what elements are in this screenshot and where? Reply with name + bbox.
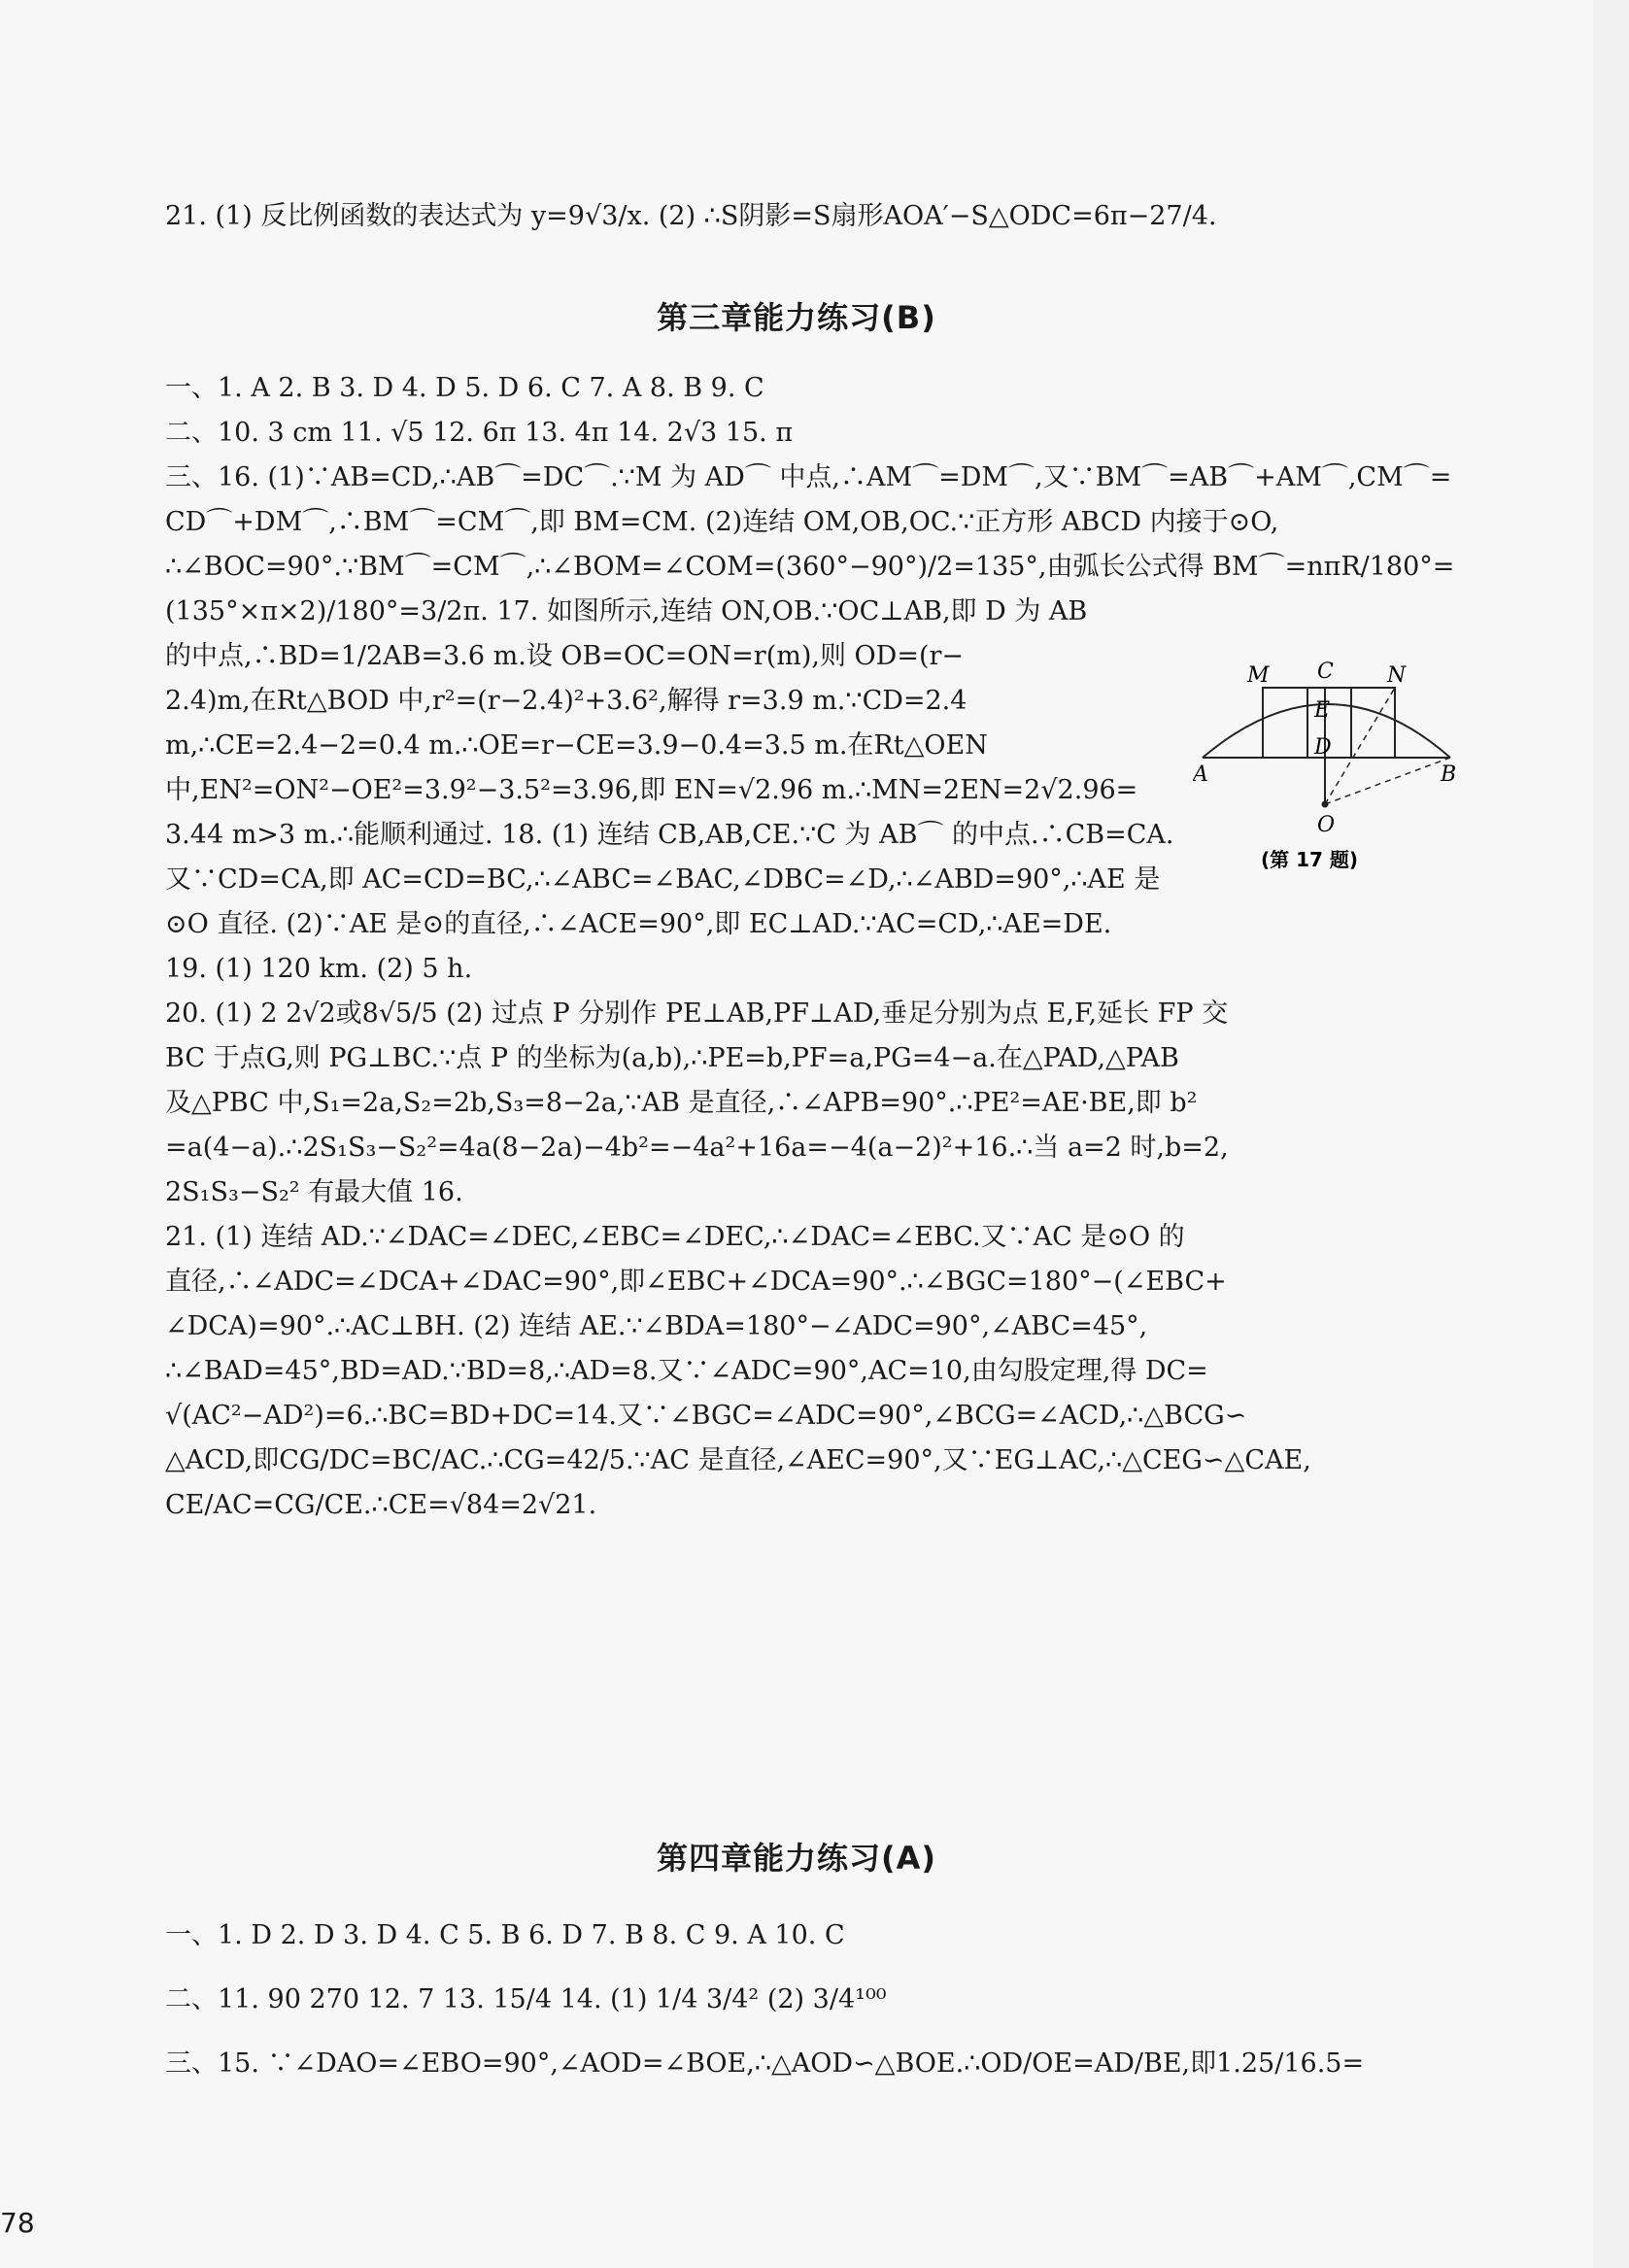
chapter3b-line: 一、1. A 2. B 3. D 4. D 5. D 6. C 7. A 8. B 9. C [165,373,764,403]
page-number: 78 [0,2207,35,2239]
chapter3b-line: 19. (1) 120 km. (2) 5 h. [165,954,473,984]
chapter3b-line: (135°×π×2)/180°=3/2π. 17. 如图所示,连结 ON,OB.∵OC⊥AB,即 D 为 AB [165,596,1088,626]
chapter3b-line: BC 于点G,则 PG⊥BC.∵点 P 的坐标为(a,b),∴PE=b,PF=a,PG=4−a.在△PAD,△PAB [165,1043,1179,1073]
chapter3b-line: 的中点,∴BD=1/2AB=3.6 m.设 OB=OC=ON=r(m),则 OD=(r− [165,641,965,671]
chapter3b-line: √(AC²−AD²)=6.∴BC=BD+DC=14.又∵∠BGC=∠ADC=90°,∠BCG=∠ACD,∴△BCG∽ [165,1401,1247,1431]
chapter4a-line: 一、1. D 2. D 3. D 4. C 5. B 6. D 7. B 8. C 9. A 10. C [165,1920,845,1950]
arch-diagram [1193,660,1455,884]
chapter3b-title: 第三章能力练习(B) [657,299,936,336]
chapter3b-line: △ACD,即CG/DC=BC/AC.∴CG=42/5.∵AC 是直径,∠AEC=90°,又∵EG⊥AC,∴△CEG∽△CAE, [165,1445,1311,1475]
chapter3b-line: 2.4)m,在Rt△BOD 中,r²=(r−2.4)²+3.6²,解得 r=3.9 m.∵CD=2.4 [165,686,967,716]
figure-caption: (第 17 题) [1261,848,1359,871]
chapter3b-line: 3.44 m>3 m.∴能顺利通过. 18. (1) 连结 CB,AB,CE.∵C 为 AB⌒ 的中点.∴CB=CA. [165,820,1174,850]
chapter4a-line: 三、15. ∵∠DAO=∠EBO=90°,∠AOD=∠BOE,∴△AOD∽△BOE.∴OD/OE=AD/BE,即1.25/16.5= [165,2048,1365,2079]
label-b: B [1441,762,1455,787]
chapter3b-line: ∠DCA)=90°.∴AC⊥BH. (2) 连结 AE.∵∠BDA=180°−∠ADC=90°,∠ABC=45°, [165,1311,1148,1341]
chapter3b-line: 二、10. 3 cm 11. √5 12. 6π 13. 4π 14. 2√3 15. π [165,418,794,448]
chapter3b-line: 直径,∴∠ADC=∠DCA+∠DAC=90°,即∠EBC+∠DCA=90°.∴∠BGC=180°−(∠EBC+ [165,1267,1227,1297]
chapter3b-line: 及△PBC 中,S₁=2a,S₂=2b,S₃=8−2a,∵AB 是直径,∴∠APB=90°.∴PE²=AE·BE,即 b² [165,1088,1198,1118]
label-m: M [1247,663,1270,688]
chapter3b-line: 2S₁S₃−S₂² 有最大值 16. [165,1177,463,1207]
chapter3b-line: ∴∠BOC=90°.∵BM⌒=CM⌒,∴∠BOM=∠COM=(360°−90°)/2=135°,由弧长公式得 BM⌒=nπR/180°= [165,552,1455,582]
chapter3b-line: 又∵CD=CA,即 AC=CD=BC,∴∠ABC=∠BAC,∠DBC=∠D,∴∠ABD=90°,∴AE 是 [165,864,1161,895]
chapter3b-line: m,∴CE=2.4−2=0.4 m.∴OE=r−CE=3.9−0.4=3.5 m.在Rt△OEN [165,730,988,761]
chapter3b-line: 21. (1) 连结 AD.∵∠DAC=∠DEC,∠EBC=∠DEC,∴∠DAC=∠EBC.又∵AC 是⊙O 的 [165,1222,1185,1252]
label-o: O [1317,813,1336,837]
label-d: D [1314,735,1332,760]
label-c: C [1317,660,1334,684]
chapter3b-line: =a(4−a).∴2S₁S₃−S₂²=4a(8−2a)−4b²=−4a²+16a=−4(a−2)²+16.∴当 a=2 时,b=2, [165,1133,1229,1163]
chapter3b-answers [165,366,1457,1528]
figure-q17 [1193,660,1455,888]
label-a: A [1193,762,1208,787]
chapter4a-answers [165,1904,1457,2096]
chapter3b-line: 中,EN²=ON²−OE²=3.9²−3.5²=3.96,即 EN=√2.96 m.∴MN=2EN=2√2.96= [165,775,1138,805]
chapter3b-line: 三、16. (1)∵AB=CD,∴AB⌒=DC⌒.∵M 为 AD⌒ 中点,∴AM⌒=DM⌒,又∵BM⌒=AB⌒+AM⌒,CM⌒= [165,462,1452,492]
chapter3b-line: ∴∠BAD=45°,BD=AD.∵BD=8,∴AD=8.又∵∠ADC=90°,AC=10,由勾股定理,得 DC= [165,1356,1208,1386]
chapter3b-line: CE/AC=CG/CE.∴CE=√84=2√21. [165,1490,597,1520]
chapter4a-line: 二、11. 90 270 12. 7 13. 15/4 14. (1) 1/4 3/4² (2) 3/4¹⁰⁰ [165,1984,887,2014]
label-n: N [1387,663,1407,688]
chapter3b-line: ⊙O 直径. (2)∵AE 是⊙的直径,∴∠ACE=90°,即 EC⊥AD.∵AC=CD,∴AE=DE. [165,909,1112,939]
q21-previous: 21. (1) 反比例函数的表达式为 y=9√3/x. (2) ∴S阴影=S扇形AOA′−S△ODC=6π−27/4. [165,201,1217,231]
chapter3b-line: CD⌒+DM⌒,∴BM⌒=CM⌒,即 BM=CM. (2)连结 OM,OB,OC.∵正方形 ABCD 内接于⊙O, [165,507,1279,537]
label-e: E [1314,698,1331,723]
chapter3b-line: 20. (1) 2 2√2或8√5/5 (2) 过点 P 分别作 PE⊥AB,PF⊥AD,垂足分别为点 E,F,延长 FP 交 [165,999,1229,1029]
chapter4a-title: 第四章能力练习(A) [656,1840,937,1877]
